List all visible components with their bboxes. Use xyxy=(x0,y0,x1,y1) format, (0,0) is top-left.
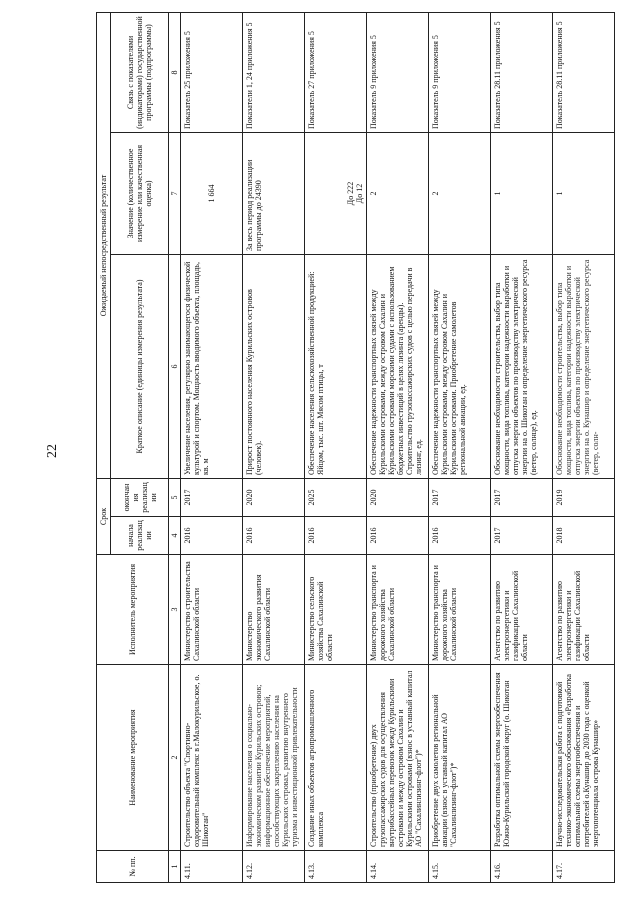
header-term: Срок xyxy=(97,478,111,554)
rotated-table-frame xyxy=(96,13,640,883)
activities-table xyxy=(96,12,615,883)
row-name: Разработка оптимальной схемы энергообеспечения Южно-Курильский городской округ (о. Шикотан xyxy=(491,665,553,851)
row-name: Научно-исследовательская работа с подготовкой технико-экономического обоснования «Разработка оптимальной схемы энергообеспечения и потребителей о.Кунашир до 2030 года с оценкой энергопотенциала острова Кунашир» xyxy=(553,665,615,851)
column-number: 6 xyxy=(169,254,181,478)
row-brief: Обоснование необходимости строительства, выбор типа мощности, вида топлива, категории надежности выработки и отпуска энергии объектов по производству электрической энергии на о. Кунашир и определение энергетического ресурса (ветер, солн- xyxy=(553,254,615,478)
row-brief: Обеспечение надежности транспортных связей между Курильскими островами, между островом Сахалин и Курильскими островами морскими судами с использованием бюджетных инвестиций в целях лизинга (аренды). Строительство грузопассажирских судов с целью передачи в лизинг, ед. xyxy=(367,254,429,478)
row-num: 4.11. xyxy=(181,851,243,883)
row-link: Показатель 9 приложения 5 xyxy=(367,12,429,132)
row-num: 4.16. xyxy=(491,851,553,883)
row-link: Показатель 28.11 приложения 5 xyxy=(491,12,553,132)
header-name: Наименование мероприятия xyxy=(97,665,169,851)
row-end: 2017 xyxy=(181,478,243,516)
row-executor: Министерство транспорта и дорожного хозяйства Сахалинской области xyxy=(367,555,429,665)
row-value: 1 664 xyxy=(181,132,243,254)
row-num: 4.15. xyxy=(429,851,491,883)
row-value: 2 xyxy=(367,132,429,254)
row-start: 2016 xyxy=(305,517,367,555)
header-start: начала реализации xyxy=(111,517,169,555)
row-start: 2016 xyxy=(367,517,429,555)
header-end: окончания реализации xyxy=(111,478,169,516)
header-result: Ожидаемый непосредственный результат xyxy=(97,12,111,478)
row-start: 2016 xyxy=(181,517,243,555)
row-num: 4.14. xyxy=(367,851,429,883)
table-row xyxy=(305,12,367,882)
header-row-1 xyxy=(97,12,111,882)
column-number: 7 xyxy=(169,132,181,254)
row-value: 1 xyxy=(553,132,615,254)
row-name: Строительство объекта "Спортивно-оздоровительный комплекс в г.Малокурильское, о. Шикотан" xyxy=(181,665,243,851)
table-row xyxy=(243,12,305,882)
row-link: Показатель 28.11 приложения 5 xyxy=(553,12,615,132)
header-executor: Исполнитель мероприятия xyxy=(97,555,169,665)
column-number: 3 xyxy=(169,555,181,665)
row-end: 2020 xyxy=(243,478,305,516)
header-link: Связь с показателями (индикаторами) государственной программы (подпрограммы) xyxy=(111,12,169,132)
row-value: 2 xyxy=(429,132,491,254)
row-name: Создание иных объектов агропромышленного комплекса xyxy=(305,665,367,851)
row-num: 4.17. xyxy=(553,851,615,883)
row-link: Показатели 1, 24 приложения 5 xyxy=(243,12,305,132)
column-number: 5 xyxy=(169,478,181,516)
row-end: 2019 xyxy=(553,478,615,516)
table-row xyxy=(491,12,553,882)
row-start: 2018 xyxy=(553,517,615,555)
column-number: 2 xyxy=(169,665,181,851)
row-name: Строительство (приобретение) двух грузопассажирских судов для осуществления внутрибассейных перевозок между Курильскими островами и между островом Сахалин и Курильскими островами (взнос в уставный капитал АО "Сахалинлизинг-флот")* xyxy=(367,665,429,851)
row-executor: Агентство по развитию электроэнергетики и газификации Сахалинской области xyxy=(491,555,553,665)
page-number: 22 xyxy=(45,444,60,458)
row-start: 2017 xyxy=(491,517,553,555)
row-link: Показатель 25 приложения 5 xyxy=(181,12,243,132)
row-executor: Министерство транспорта и дорожного хозяйства Сахалинской области xyxy=(429,555,491,665)
row-brief: Увеличение населения, регулярно занимающегося физической культурой и спортом. Мощность вводимого объекта, площадь, кв. м xyxy=(181,254,243,478)
row-brief: Обеспечение населения сельскохозяйственной продукцией: Яйцом, тыс. шт. Мясом птицы, т xyxy=(305,254,367,478)
header-num: № пп. xyxy=(97,851,169,883)
row-executor: Министерство сельского хозяйства Сахалинской области xyxy=(305,555,367,665)
row-name: Приобретение двух самолетов региональной авиации (взнос в уставный капитал АО "Сахалинлизинг-флот")* xyxy=(429,665,491,851)
row-brief: Прирост постоянного населения Курильских островов (человек). xyxy=(243,254,305,478)
row-link: Показатель 9 приложения 5 xyxy=(429,12,491,132)
header-brief: Краткое описание (единицы измерения результата) xyxy=(111,254,169,478)
row-brief: Обоснование необходимости строительства, выбор типа мощности, вида топлива, категории надежности выработки и отпуска энергии объектов по производству электрической энергии на о. Шикотан и определение энергетического ресурса (ветер, солнце), ед. xyxy=(491,254,553,478)
row-link: Показатель 27 приложения 5 xyxy=(305,12,367,132)
row-value: До 222 До 12 xyxy=(305,132,367,254)
row-executor: Агентство по развитию электроэнергетики и газификации Сахалинской области xyxy=(553,555,615,665)
column-number-row xyxy=(169,12,181,882)
row-value: За весь период реализации программы до 24390 xyxy=(243,132,305,254)
table-row xyxy=(553,12,615,882)
row-end: 2017 xyxy=(429,478,491,516)
row-num: 4.13. xyxy=(305,851,367,883)
row-end: 2025 xyxy=(305,478,367,516)
row-executor: Министерство строительства Сахалинской области xyxy=(181,555,243,665)
table-row xyxy=(429,12,491,882)
row-end: 2020 xyxy=(367,478,429,516)
column-number: 1 xyxy=(169,851,181,883)
column-number: 4 xyxy=(169,517,181,555)
table-row xyxy=(181,12,243,882)
row-num: 4.12. xyxy=(243,851,305,883)
row-executor: Министерство экономического развития Сахалинской области xyxy=(243,555,305,665)
row-value: 1 xyxy=(491,132,553,254)
column-number: 8 xyxy=(169,12,181,132)
table-row xyxy=(367,12,429,882)
row-end: 2017 xyxy=(491,478,553,516)
row-name: Информирование населения о социально-экономическом развитии Курильских островов; информационное обеспечение мероприятий, способствующих закреплению населения на Курильских островах, развитию внутреннего туризма и инвестиционной привлекательности xyxy=(243,665,305,851)
row-start: 2016 xyxy=(243,517,305,555)
row-brief: Обеспечение надежности транспортных связей между Курильскими островами, между островом Сахалин и Курильскими островами. Приобретение самолетов региональной авиации, ед. xyxy=(429,254,491,478)
row-start: 2016 xyxy=(429,517,491,555)
header-value: Значение (количественное измерение или качественная оценка) xyxy=(111,132,169,254)
